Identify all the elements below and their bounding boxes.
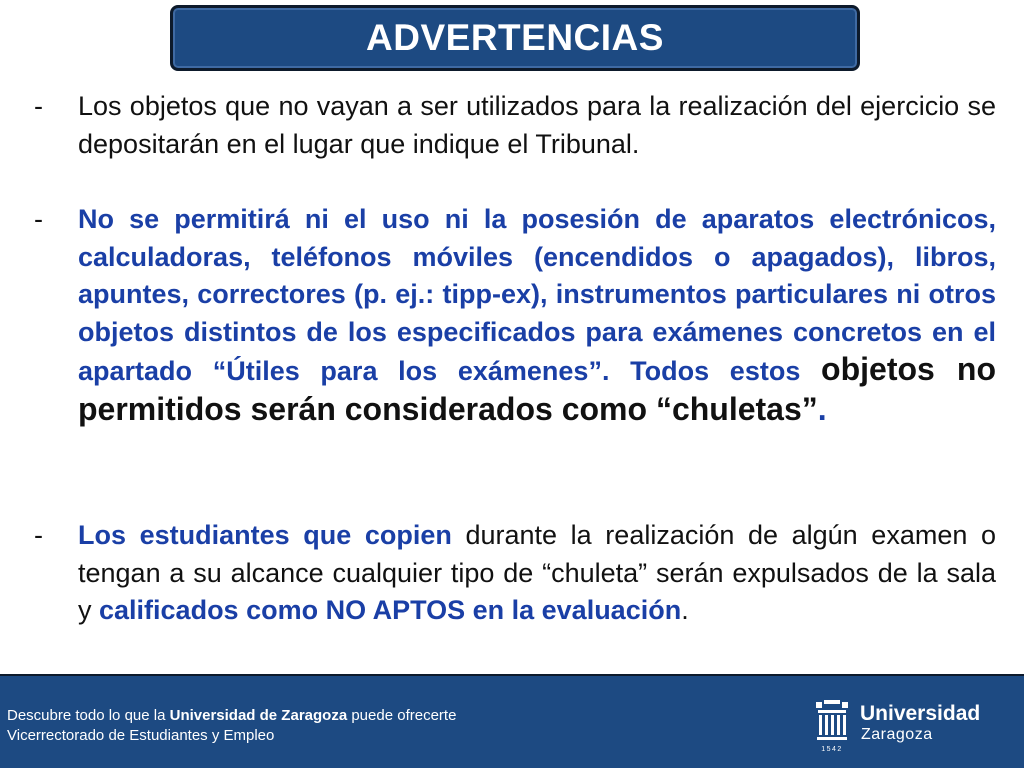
logo-wordmark-zaragoza: Zaragoza <box>861 726 933 743</box>
title-banner <box>170 5 860 71</box>
bullet-dash: - <box>34 520 43 550</box>
crest-year: 1542 <box>821 746 843 753</box>
university-crest-icon <box>814 700 850 754</box>
list-item <box>34 88 996 163</box>
footer-tagline-suffix: puede ofrecerte <box>351 707 457 724</box>
footer-tagline <box>7 707 456 724</box>
bullet-text <box>78 88 996 163</box>
bullet-text <box>78 517 996 630</box>
university-logo <box>814 700 994 754</box>
prohibition-text: No se permitirá ni el uso ni la posesión de aparatos electrónicos, calculadoras, teléfonos móviles (encendidos o apagados), libros, apuntes, correctores (p. ej.: tipp-ex), instrumentos particulares ni otros objetos distintos de los especificados para exámenes concretos en el apartado “Útiles para los exámenes”. Todos estos <box>78 204 996 386</box>
footer-university-name: Universidad de Zaragoza <box>169 707 348 724</box>
sentence-end: . <box>681 595 689 625</box>
bullet-dash: - <box>34 91 43 121</box>
copying-students-text: Los estudiantes que copien <box>78 520 452 550</box>
page-title: ADVERTENCIAS <box>366 17 664 58</box>
footer-bar <box>0 674 1024 768</box>
logo-wordmark-universidad: Universidad <box>860 702 981 725</box>
bullet-sentence: Los objetos que no vayan a ser utilizados para la realización del ejercicio se depositarán en el lugar que indique el Tribunal. <box>78 91 996 159</box>
footer-department: Vicerrectorado de Estudiantes y Empleo <box>7 727 275 744</box>
bullet-text <box>78 201 996 430</box>
bullet-dash: - <box>34 204 43 234</box>
expulsion-text: durante la realización de algún examen o tengan a su alcance cualquier tipo de “chuleta” serán expulsados de la sala y <box>78 520 996 625</box>
not-approved-text: calificados como NO APTOS en la evaluación <box>99 595 682 625</box>
list-item <box>34 201 996 430</box>
list-item <box>34 517 996 630</box>
chuletas-statement: objetos no permitidos serán considerados como “chuletas” <box>78 351 996 427</box>
footer-tagline-prefix: Descubre todo lo que la <box>7 707 166 724</box>
sentence-end: . <box>817 390 827 427</box>
